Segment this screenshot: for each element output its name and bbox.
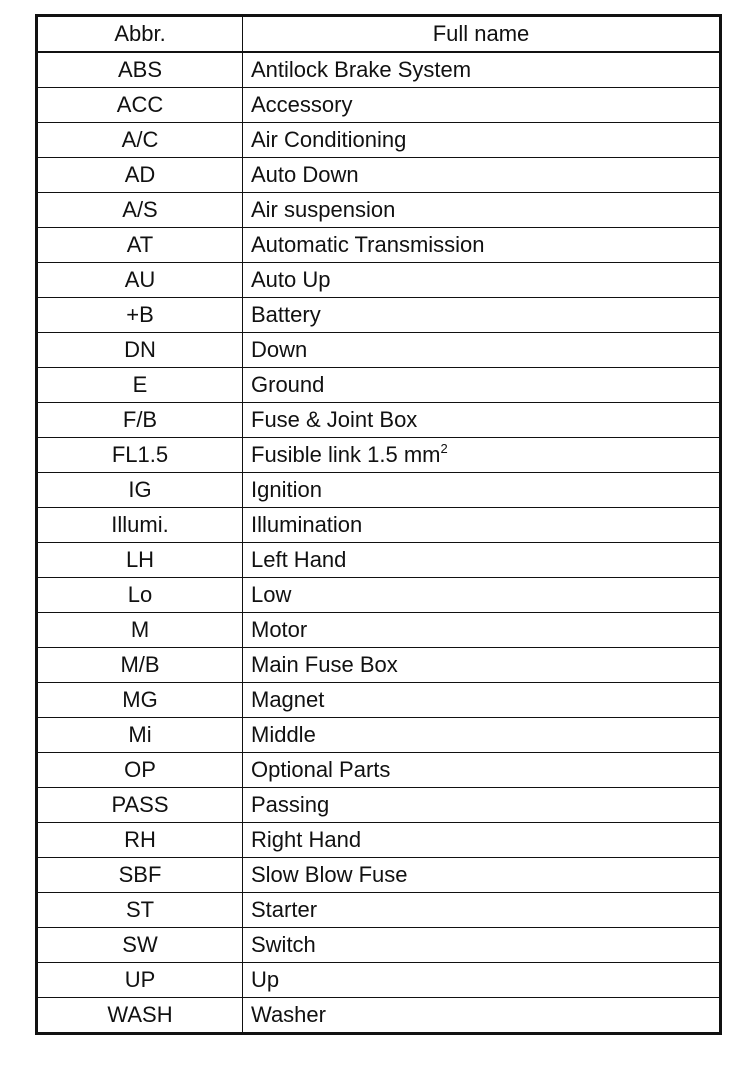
full-name-cell	[243, 578, 721, 613]
full-name-text: Ground	[251, 372, 325, 397]
full-name-text: Ignition	[251, 477, 322, 502]
table-row	[37, 858, 721, 893]
full-name-text: Motor	[251, 617, 308, 642]
full-name-cell	[243, 298, 721, 333]
table-row	[37, 403, 721, 438]
full-name-cell	[243, 543, 721, 578]
full-name-text: Starter	[251, 897, 318, 922]
full-name-cell	[243, 263, 721, 298]
full-name-text: Air Conditioning	[251, 127, 407, 152]
abbr-cell: OP	[37, 753, 243, 788]
full-name-cell	[243, 403, 721, 438]
table-row	[37, 193, 721, 228]
full-name-text: Battery	[251, 302, 321, 327]
abbr-cell: PASS	[37, 788, 243, 823]
abbr-cell: AD	[37, 158, 243, 193]
full-name-text: Washer	[251, 1002, 326, 1027]
table-row	[37, 228, 721, 263]
abbr-cell: WASH	[37, 998, 243, 1034]
full-name-cell	[243, 718, 721, 753]
table-row	[37, 683, 721, 718]
full-name-cell	[243, 158, 721, 193]
full-name-text: Fuse & Joint Box	[251, 407, 418, 432]
full-name-cell	[243, 123, 721, 158]
table-row	[37, 438, 721, 473]
full-name-cell	[243, 613, 721, 648]
table-row	[37, 718, 721, 753]
full-name-cell	[243, 858, 721, 893]
header-abbr: Abbr.	[37, 16, 243, 53]
abbr-cell: Illumi.	[37, 508, 243, 543]
abbr-cell: FL1.5	[37, 438, 243, 473]
table-row	[37, 963, 721, 998]
superscript: 2	[440, 441, 448, 456]
table-row	[37, 578, 721, 613]
table-row	[37, 298, 721, 333]
full-name-text: Auto Up	[251, 267, 331, 292]
full-name-cell	[243, 52, 721, 88]
table-row	[37, 263, 721, 298]
abbr-cell: UP	[37, 963, 243, 998]
abbr-cell: ABS	[37, 52, 243, 88]
abbr-cell: SW	[37, 928, 243, 963]
table-row	[37, 613, 721, 648]
table-row	[37, 333, 721, 368]
full-name-cell	[243, 998, 721, 1034]
abbr-cell: IG	[37, 473, 243, 508]
table-row	[37, 893, 721, 928]
full-name-text: Automatic Transmission	[251, 232, 485, 257]
full-name-text: Up	[251, 967, 280, 992]
full-name-text: Auto Down	[251, 162, 359, 187]
abbr-cell: F/B	[37, 403, 243, 438]
abbr-cell: A/S	[37, 193, 243, 228]
full-name-cell	[243, 368, 721, 403]
table-row	[37, 543, 721, 578]
full-name-text: Middle	[251, 722, 316, 747]
table-body	[37, 52, 721, 1034]
abbr-cell: Mi	[37, 718, 243, 753]
full-name-text: Illumination	[251, 512, 363, 537]
table-row	[37, 928, 721, 963]
table-row	[37, 998, 721, 1034]
full-name-cell	[243, 788, 721, 823]
abbr-cell: +B	[37, 298, 243, 333]
table-row	[37, 473, 721, 508]
full-name-text: Right Hand	[251, 827, 362, 852]
full-name-text: Switch	[251, 932, 316, 957]
table-row	[37, 788, 721, 823]
abbr-cell: AT	[37, 228, 243, 263]
full-name-text: Fusible link 1.5 mm	[251, 442, 441, 467]
abbr-cell: A/C	[37, 123, 243, 158]
full-name-text: Air suspension	[251, 197, 396, 222]
abbr-cell: M	[37, 613, 243, 648]
full-name-cell	[243, 508, 721, 543]
table-row	[37, 123, 721, 158]
full-name-text: Down	[251, 337, 308, 362]
abbr-cell: SBF	[37, 858, 243, 893]
abbr-cell: RH	[37, 823, 243, 858]
abbr-cell: LH	[37, 543, 243, 578]
full-name-text: Optional Parts	[251, 757, 391, 782]
table-row	[37, 158, 721, 193]
abbr-cell: E	[37, 368, 243, 403]
full-name-text: Slow Blow Fuse	[251, 862, 408, 887]
full-name-cell	[243, 683, 721, 718]
full-name-cell	[243, 893, 721, 928]
table-row	[37, 88, 721, 123]
full-name-cell	[243, 438, 721, 473]
full-name-cell	[243, 963, 721, 998]
table-row	[37, 52, 721, 88]
abbr-cell: Lo	[37, 578, 243, 613]
abbr-cell: ACC	[37, 88, 243, 123]
abbr-cell: ST	[37, 893, 243, 928]
table-row	[37, 823, 721, 858]
header-full-name: Full name	[243, 16, 721, 53]
abbr-cell: DN	[37, 333, 243, 368]
full-name-text: Low	[251, 582, 292, 607]
full-name-cell	[243, 823, 721, 858]
full-name-cell	[243, 228, 721, 263]
full-name-cell	[243, 648, 721, 683]
full-name-text: Magnet	[251, 687, 325, 712]
full-name-cell	[243, 88, 721, 123]
full-name-cell	[243, 473, 721, 508]
abbr-cell: MG	[37, 683, 243, 718]
table-header-row	[37, 16, 721, 53]
table-row	[37, 648, 721, 683]
abbr-cell: M/B	[37, 648, 243, 683]
full-name-cell	[243, 193, 721, 228]
full-name-text: Accessory	[251, 92, 353, 117]
table-row	[37, 753, 721, 788]
abbr-cell: AU	[37, 263, 243, 298]
abbreviation-table	[35, 14, 722, 1035]
full-name-text: Antilock Brake System	[251, 57, 472, 82]
full-name-text: Passing	[251, 792, 330, 817]
full-name-cell	[243, 753, 721, 788]
full-name-cell	[243, 928, 721, 963]
full-name-cell	[243, 333, 721, 368]
full-name-text: Main Fuse Box	[251, 652, 398, 677]
table-row	[37, 508, 721, 543]
full-name-text: Left Hand	[251, 547, 347, 572]
table-row	[37, 368, 721, 403]
